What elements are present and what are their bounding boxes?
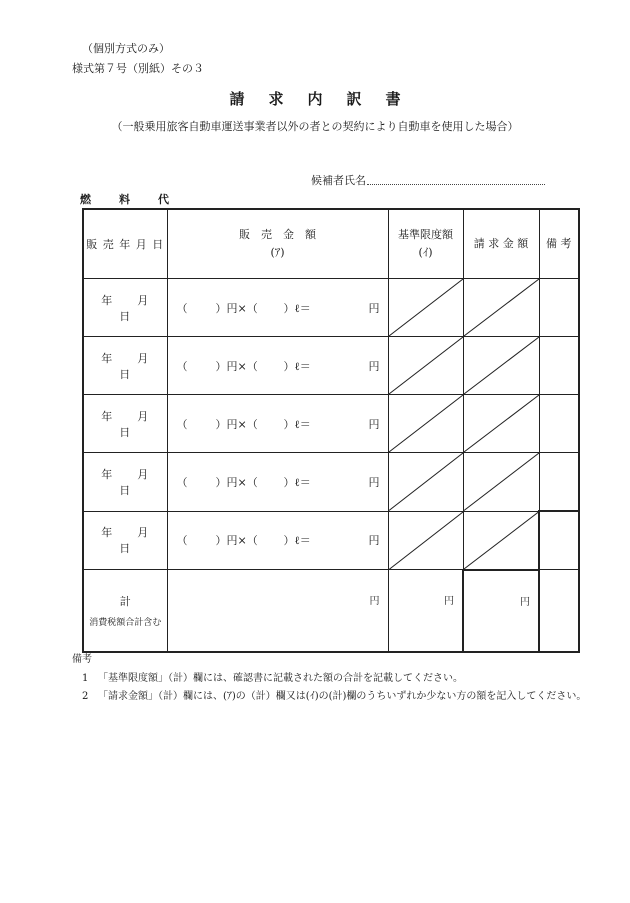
section-char: 料 — [119, 193, 130, 206]
row-remarks[interactable] — [539, 511, 579, 570]
table-row — [83, 453, 579, 512]
header-base-limit-sub: (ｲ) — [418, 246, 433, 259]
row-date[interactable]: 年 月 日 — [83, 511, 167, 570]
amount-liters: ）ℓ＝ — [283, 359, 311, 373]
form-number: 様式第７号（別紙）その３ — [72, 62, 204, 75]
row-remarks[interactable] — [539, 337, 579, 395]
title-char: 内 — [307, 90, 323, 108]
header-remarks: 備 考 — [539, 209, 579, 279]
total-label-cell — [83, 570, 167, 652]
amount-unit-price: ）円×（ — [215, 359, 258, 373]
title-char: 訳 — [346, 90, 362, 108]
row-remarks[interactable] — [539, 453, 579, 512]
note-item — [82, 687, 586, 702]
total-sales-amount[interactable]: 円 — [167, 570, 388, 652]
header-sales-amount-label: 販 売 金 額 — [239, 228, 316, 241]
candidate-name-field[interactable] — [367, 184, 545, 185]
amount-liters: ）ℓ＝ — [283, 417, 311, 431]
row-claim-crossed — [463, 337, 539, 395]
amount-unit-price: ）円×（ — [215, 417, 258, 431]
amount-liters: ）ℓ＝ — [283, 301, 311, 315]
title-char: 請 — [229, 90, 245, 108]
note-number: 1 — [82, 673, 89, 684]
row-sales-amount[interactable] — [167, 453, 388, 512]
header-base-limit — [388, 209, 463, 279]
table-row — [83, 279, 579, 337]
title-char: 書 — [385, 90, 401, 108]
row-claim-crossed — [463, 453, 539, 512]
page-title — [0, 88, 630, 109]
total-base-limit[interactable]: 円 — [388, 570, 463, 652]
table-row — [83, 511, 579, 570]
amount-unit-price: ）円×（ — [215, 475, 258, 489]
amount-unit-price: ）円×（ — [215, 534, 258, 548]
table-header-row — [83, 209, 579, 279]
total-claim-amount[interactable]: 円 — [463, 570, 539, 652]
row-base-limit-crossed — [388, 511, 463, 570]
amount-liters: ）ℓ＝ — [283, 534, 311, 548]
row-claim-crossed — [463, 279, 539, 337]
row-sales-amount[interactable] — [167, 395, 388, 453]
amount-yen: 円 — [368, 301, 380, 315]
amount-open-paren: （ — [176, 475, 188, 489]
amount-yen: 円 — [368, 417, 380, 431]
amount-unit-price: ）円×（ — [215, 301, 258, 315]
row-base-limit-crossed — [388, 337, 463, 395]
row-date[interactable]: 年 月 日 — [83, 395, 167, 453]
header-claim-amount: 請 求 金 額 — [463, 209, 539, 279]
amount-yen: 円 — [368, 359, 380, 373]
amount-open-paren: （ — [176, 417, 188, 431]
row-date[interactable]: 年 月 日 — [83, 453, 167, 512]
row-sales-amount[interactable] — [167, 511, 388, 570]
row-sales-amount[interactable] — [167, 337, 388, 395]
row-base-limit-crossed — [388, 279, 463, 337]
row-claim-crossed — [463, 511, 539, 570]
row-base-limit-crossed — [388, 395, 463, 453]
header-date: 販 売 年 月 日 — [83, 209, 167, 279]
total-label: 計 — [119, 594, 131, 608]
note-text: 「基準限度額」（計）欄には、確認書に記載された額の合計を記載してください。 — [98, 673, 463, 684]
table-row — [83, 395, 579, 453]
header-sales-amount-sub: (ｱ) — [270, 246, 285, 259]
note-text: 「請求金額」（計）欄には、(ｱ)の（計）欄又は(ｲ)の(計)欄のうちいずれか少ない方の額を記入してください。 — [98, 691, 587, 702]
title-char: 求 — [268, 90, 284, 108]
total-row — [83, 570, 579, 652]
claim-table — [82, 208, 580, 653]
section-label — [80, 191, 169, 207]
note-number: 2 — [82, 691, 89, 702]
section-char: 代 — [158, 193, 169, 206]
row-base-limit-crossed — [388, 453, 463, 512]
row-sales-amount[interactable] — [167, 279, 388, 337]
row-date[interactable]: 年 月 日 — [83, 337, 167, 395]
amount-open-paren: （ — [176, 301, 188, 315]
amount-open-paren: （ — [176, 534, 188, 548]
header-note: （個別方式のみ） — [82, 42, 170, 55]
row-date[interactable]: 年 月 日 — [83, 279, 167, 337]
amount-open-paren: （ — [176, 359, 188, 373]
note-item — [82, 669, 463, 684]
section-char: 燃 — [80, 193, 91, 206]
candidate-name-label: 候補者氏名 — [311, 174, 366, 187]
notes-title: 備考 — [72, 654, 92, 665]
amount-yen: 円 — [368, 475, 380, 489]
amount-yen: 円 — [368, 534, 380, 548]
table-row — [83, 337, 579, 395]
header-sales-amount — [167, 209, 388, 279]
row-remarks[interactable] — [539, 395, 579, 453]
row-claim-crossed — [463, 395, 539, 453]
total-sublabel: 消費税額合計含む — [89, 617, 162, 628]
header-base-limit-label: 基準限度額 — [398, 228, 453, 241]
amount-liters: ）ℓ＝ — [283, 475, 311, 489]
row-remarks[interactable] — [539, 279, 579, 337]
total-remarks[interactable] — [539, 570, 579, 652]
page-subtitle: （一般乗用旅客自動車運送事業者以外の者との契約により自動車を使用した場合） — [111, 120, 519, 133]
